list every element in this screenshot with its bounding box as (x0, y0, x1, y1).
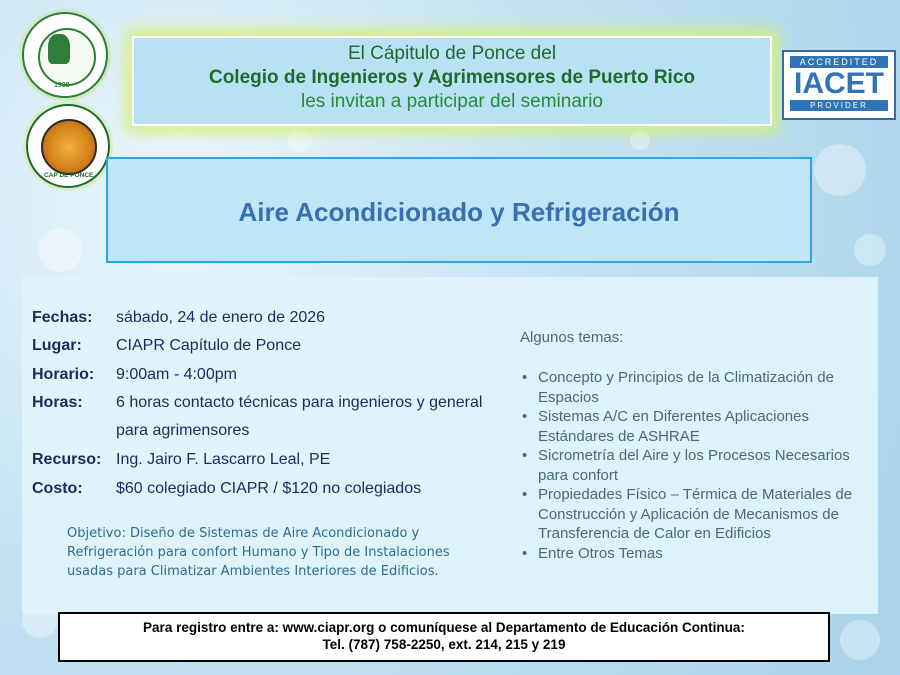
header-line-2: Colegio de Ingenieros y Agrimensores de Puerto Rico (208, 67, 695, 88)
seminar-title: Aire Acondicionado y Refrigeración (238, 197, 680, 227)
iacet-logo (782, 50, 896, 120)
invitation-header (132, 36, 772, 126)
seminar-title-box (106, 157, 812, 263)
topic-item: • Propiedades Físico – Térmica de Materiales de Construcción y Aplicación de Mecanismos de Transferencia de Calor en Edificios (520, 485, 860, 544)
costo-value: $60 colegiado CIAPR / $120 no colegiados (116, 480, 422, 497)
header-line-3: les invitan a participar del seminario (300, 91, 604, 112)
lugar-label: Lugar: (32, 337, 82, 354)
engineer-figure-icon (48, 34, 70, 64)
footer-line-1: Para registro entre a: www.ciapr.org o comuníquese al Departamento de Educación Continua: (143, 620, 745, 635)
recurso-label: Recurso: (32, 451, 102, 468)
horas-label: Horas: (32, 394, 83, 411)
recurso-value: Ing. Jairo F. Lascarro Leal, PE (116, 451, 331, 468)
horario-label: Horario: (32, 366, 95, 383)
registration-footer (58, 612, 830, 662)
iacet-provider: PROVIDER (790, 100, 888, 111)
costo-label: Costo: (32, 480, 83, 497)
horas-value-2: para agrimensores (116, 422, 250, 439)
topic-item: • Sistemas A/C en Diferentes Aplicaciones Estándares de ASHRAE (520, 407, 860, 446)
header-line-1: El Cápitulo de Ponce del (347, 43, 557, 64)
seal-label: CAP DE PONCE (44, 172, 94, 179)
horario-value: 9:00am - 4:00pm (116, 366, 237, 383)
footer-line-2: Tel. (787) 758-2250, ext. 214, 215 y 219 (322, 637, 566, 652)
horas-value: 6 horas contacto técnicas para ingenieros y general (116, 394, 483, 411)
lion-emblem-icon (41, 119, 97, 175)
seal-year: 1938 (54, 82, 70, 89)
topics-list (520, 368, 860, 563)
lugar-value: CIAPR Capítulo de Ponce (116, 337, 301, 354)
iacet-accredited: ACCREDITED (790, 56, 888, 68)
ciapr-seal-logo (22, 12, 108, 98)
topic-item: • Concepto y Principios de la Climatización de Espacios (520, 368, 860, 407)
topics-section (520, 329, 860, 563)
fechas-value: sábado, 24 de enero de 2026 (116, 309, 326, 326)
topic-item: • Sicrometría del Aire y los Procesos Necesarios para confort (520, 446, 860, 485)
topic-item: • Entre Otros Temas (520, 544, 860, 564)
topics-heading: Algunos temas: (520, 329, 624, 346)
objective-text: Objetivo: Diseño de Sistemas de Aire Acondicionado y Refrigeración para confort Humano y Tipo de Instalaciones usadas para Climatizar Ambientes Interiores de Edificios. (67, 526, 450, 579)
cap-ponce-seal-logo (26, 104, 110, 188)
details-panel (22, 277, 878, 614)
iacet-name: IACET (794, 67, 884, 100)
fechas-label: Fechas: (32, 309, 93, 326)
